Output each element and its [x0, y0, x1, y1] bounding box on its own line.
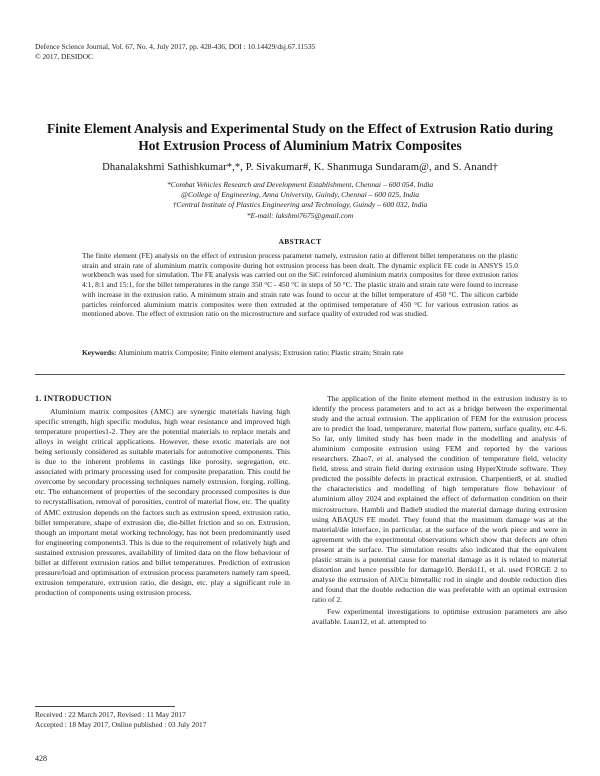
section-heading-introduction: 1. INTRODUCTION [35, 394, 112, 403]
abstract-text: The finite element (FE) analysis on the effect of extrusion process parameter namely, extrusion ratio at different billet temperatures on the plastic strain and strain rate of aluminium matrix composite during hot extrusion process has been dealt. The dynamic explicit FE code in ANSYS 15.0 workbench was used for simulation. The FE analysis was carried out on the SiC reinforced aluminium matrix composites for three extrusion ratios 4:1, 8:1 and 15:1, for the billet temperatures in the range 350 °C - 450 °C in steps of 50 °C. The plastic strain and strain rate were found to increase with increase in the extrusion ratio. A minimum strain and strain rate was found to occur at the billet temperature of 450 °C. The silicon carbide particles reinforced aluminium matrix composites were then extruded at the optimised temperature of 450 °C for various extrusion ratios as mentioned above. The effect of extrusion ratio on the microstructure and surface quality of extruded rod was studied. [82, 251, 518, 319]
intro-paragraph: Aluminium matrix composites (AMC) are synergic materials having high specific strength, high specific modulus, high wear resistance and improved high temperature properties1-2. They are the potential materials to replace metals and alloys in weight critical applications. However, these exotic materials are not being seriously considered as suitable materials for automotive components. This is due to the inherent problems in castings like porosity, segregation, etc. associated with primary processing used for composite preparation. This could be overcome by secondary processing techniques namely extrusion, forging, rolling, etc. The enhancement of properties of the secondary processed composites is due to recrystallisation, removal of porosities, control of material flow, etc. The quality of AMC extrusion depends on the factors such as extrusion speed, extrusion ratio, billet temperature, shape of extrusion die, die-billet friction and so on. Extrusion, though an important metal working technology, has not been predominantly used for engineering components3. This is due to the requirement of relatively high and sustained extrusion pressures, availability of limited data on the flow behaviour of billet at different extrusion ratios and billet temperatures. Prediction of extrusion pressure/load and optimisation of extrusion process parameters namely ram speed, extrusion temperature, extrusion ratio, die design, etc. play a significant role in production of components using extrusion process. [35, 407, 290, 597]
footnote-rule [35, 706, 175, 707]
keywords-list: Aluminium matrix Composite; Finite element analysis; Extrusion ratio; Plastic strain; Strain rate [117, 348, 404, 357]
section-divider [35, 374, 565, 375]
accepted-date: Accepted : 18 May 2017, Online published : 03 July 2017 [35, 719, 207, 729]
keywords [82, 348, 518, 357]
copyright-line: © 2017, DESIDOC [35, 52, 93, 61]
corresponding-email: *E-mail: lakshmi7675@gmail.com [246, 210, 354, 220]
keywords-label: Keywords: [82, 348, 117, 357]
experimental-paragraph: Few experimental investigations to optimise extrusion parameters are also available. Luan12, et al. attempted to [312, 606, 567, 627]
affiliations [60, 180, 540, 221]
paper-title: Finite Element Analysis and Experimental Study on the Effect of Extrusion Ratio during Hot Extrusion Process of Aluminium Matrix Composites [47, 121, 553, 153]
page-number: 428 [35, 754, 47, 763]
abstract-heading: ABSTRACT [278, 237, 322, 246]
affiliation-3: †Central Institute of Plastics Engineering and Technology, Guindy – 600 032, India [172, 200, 428, 210]
journal-citation: Defence Science Journal, Vol. 67, No. 4, July 2017, pp. 428-436, DOI : 10.14429/dsj.67.11535 [35, 42, 316, 51]
author-list: Dhanalakshmi Sathishkumar*,*, P. Sivakumar#, K. Shanmuga Sundaram@, and S. Anand† [102, 162, 498, 173]
dates-footnote [35, 710, 206, 730]
affiliation-2: @College of Engineering, Anna University, Guindy, Chennai – 600 025, India [180, 190, 419, 200]
received-date: Received : 22 March 2017, Revised : 11 May 2017 [35, 710, 186, 719]
left-column [35, 394, 290, 598]
journal-header [35, 42, 315, 62]
affiliation-1: *Combat Vehicles Research and Development Establishment, Chennai – 600 054, India [166, 180, 434, 189]
fem-paragraph: The application of the finite element method in the extrusion industry is to identify the process parameters and to act as a bridge between the experimental study and the actual extrusion. The application of FEM for the extrusion process are to predict the load, temperature, material flow pattern, surface quality, etc.4-6. So far, only limited study has been made in the modelling and analysis of aluminium composite extrusion using FEM and reported by the various researchers. Zhao7, et al. analysed the condition of temperature field, velocity field, stress and strain field during extrusion using HyperXtrude software. They predicted the possible defects in practical extrusion. Charpentier8, et al. studied the characteristics and modelling of high temperature flow behaviour of aluminium alloy 2024 and explained the effect of deformation condition on their microstructure. Hambli and Badie9 studied the material damage during extrusion using ABAQUS FE model. They found that the maximum damage was at the material/die interface, in particular, at the surface of the work piece and were in agreement with the experimental observations which show that defects are often present at the surface. The simulation results also indicated that the equivalent plastic strain is a potential cause for material damage as it is related to material distortion and hence possible for damage10. Berski11, et al. used FORGE 2 to analyse the extrusion of Al/Cu bimetallic rod in single and double reduction dies and found that the double reduction die was preferable with an optimal extrusion ratio of 2. [312, 394, 567, 604]
right-column [312, 394, 567, 627]
